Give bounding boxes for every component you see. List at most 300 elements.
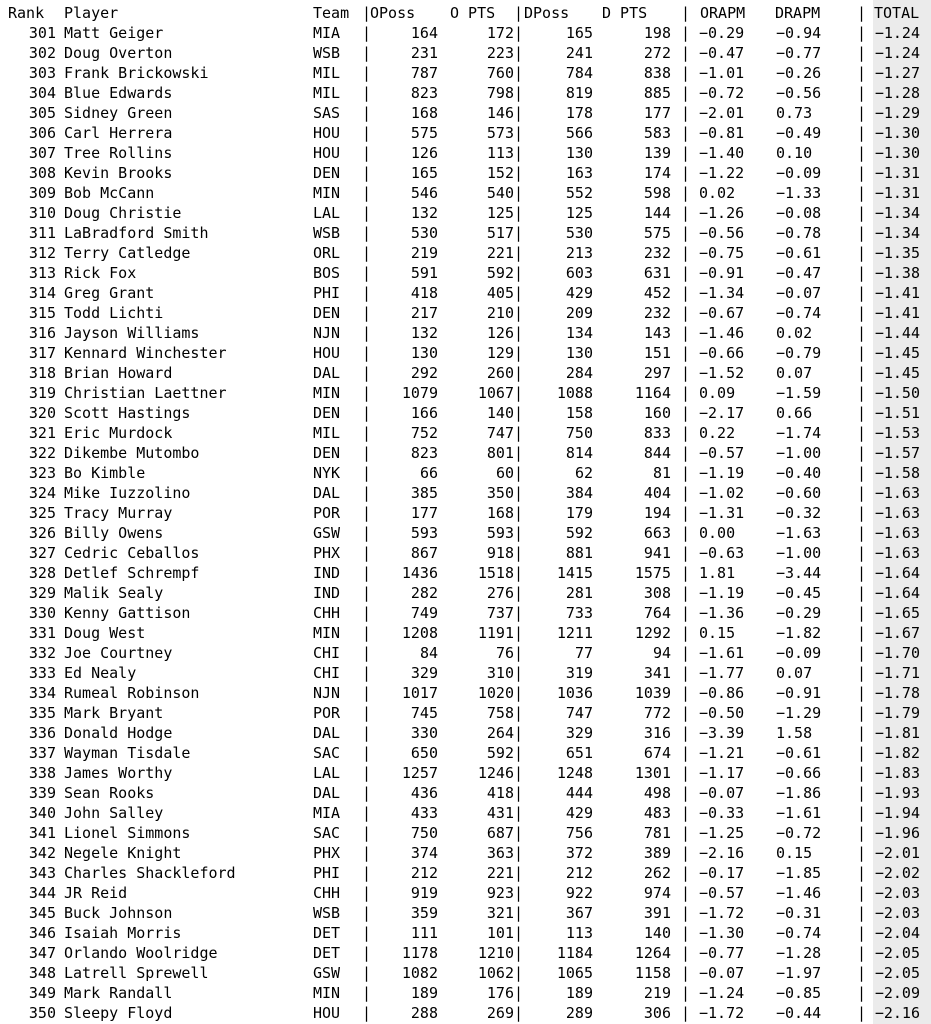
cell-total: −1.31 [874, 184, 920, 202]
cell-team: HOU [313, 344, 341, 362]
column-separator: | [514, 944, 524, 962]
column-separator: | [362, 764, 372, 782]
cell-opts: 363 [486, 844, 514, 862]
cell-orapm: −1.22 [699, 164, 745, 182]
cell-player: Kevin Brooks [64, 164, 173, 182]
column-separator: | [362, 924, 372, 942]
cell-dpts: 306 [643, 1004, 671, 1022]
header-opts: O PTS [450, 4, 496, 22]
cell-team: DAL [313, 784, 341, 802]
cell-oposs: 385 [410, 484, 438, 502]
column-separator: | [857, 44, 867, 62]
cell-opts: 76 [495, 644, 514, 662]
cell-total: −1.81 [874, 724, 920, 742]
cell-dpts: 974 [643, 884, 671, 902]
cell-total: −1.45 [874, 344, 920, 362]
cell-player: Kenny Gattison [64, 604, 191, 622]
cell-dpts: 781 [643, 824, 671, 842]
table-row [0, 903, 931, 923]
cell-rank: 333 [28, 664, 56, 682]
cell-team: DAL [313, 364, 341, 382]
cell-orapm: −1.19 [699, 464, 745, 482]
cell-dposs: 814 [565, 444, 593, 462]
header-rank: Rank [8, 4, 45, 22]
cell-oposs: 165 [410, 164, 438, 182]
cell-dposs: 158 [565, 404, 593, 422]
cell-opts: 260 [486, 364, 514, 382]
cell-team: PHI [313, 864, 341, 882]
cell-opts: 573 [486, 124, 514, 142]
column-separator: | [514, 224, 524, 242]
cell-orapm: −0.57 [699, 884, 745, 902]
column-separator: | [514, 704, 524, 722]
cell-dposs: 1184 [556, 944, 593, 962]
cell-orapm: −1.21 [699, 744, 745, 762]
column-separator: | [857, 1004, 867, 1022]
table-row [0, 723, 931, 743]
column-separator: | [362, 804, 372, 822]
column-separator: | [362, 364, 372, 382]
column-separator: | [514, 364, 524, 382]
cell-drapm: −0.29 [776, 604, 822, 622]
column-separator: | [681, 504, 691, 522]
cell-oposs: 1257 [401, 764, 438, 782]
cell-orapm: −0.56 [699, 224, 745, 242]
cell-total: −1.44 [874, 324, 920, 342]
cell-oposs: 132 [410, 204, 438, 222]
cell-player: Sean Rooks [64, 784, 155, 802]
cell-dposs: 384 [565, 484, 593, 502]
column-separator: | [681, 604, 691, 622]
cell-dposs: 319 [565, 664, 593, 682]
column-separator: | [681, 624, 691, 642]
table-row [0, 923, 931, 943]
column-separator: | [514, 344, 524, 362]
column-separator: | [514, 284, 524, 302]
cell-orapm: −1.26 [699, 204, 745, 222]
column-separator: | [857, 364, 867, 382]
column-separator: | [857, 304, 867, 322]
cell-oposs: 752 [410, 424, 438, 442]
cell-rank: 325 [28, 504, 56, 522]
cell-dposs: 530 [565, 224, 593, 242]
cell-dpts: 1292 [634, 624, 671, 642]
cell-oposs: 919 [410, 884, 438, 902]
table-row [0, 983, 931, 1003]
cell-player: James Worthy [64, 764, 173, 782]
cell-team: LAL [313, 764, 341, 782]
cell-oposs: 418 [410, 284, 438, 302]
column-separator: | [857, 864, 867, 882]
cell-team: ORL [313, 244, 341, 262]
cell-orapm: −0.57 [699, 444, 745, 462]
column-separator: | [362, 444, 372, 462]
cell-dposs: 165 [565, 24, 593, 42]
cell-drapm: −0.78 [776, 224, 822, 242]
cell-dpts: 391 [643, 904, 671, 922]
cell-team: MIL [313, 424, 341, 442]
column-separator: | [362, 244, 372, 262]
cell-rank: 308 [28, 164, 56, 182]
cell-opts: 126 [486, 324, 514, 342]
cell-orapm: 0.15 [699, 624, 736, 642]
cell-dpts: 772 [643, 704, 671, 722]
cell-dpts: 404 [643, 484, 671, 502]
cell-dpts: 297 [643, 364, 671, 382]
cell-total: −1.51 [874, 404, 920, 422]
column-separator: | [681, 284, 691, 302]
cell-opts: 760 [486, 64, 514, 82]
cell-team: WSB [313, 44, 341, 62]
cell-oposs: 329 [410, 664, 438, 682]
cell-total: −2.03 [874, 904, 920, 922]
cell-rank: 317 [28, 344, 56, 362]
cell-rank: 339 [28, 784, 56, 802]
cell-oposs: 1017 [401, 684, 438, 702]
column-separator: | [857, 944, 867, 962]
cell-dposs: 209 [565, 304, 593, 322]
cell-dposs: 367 [565, 904, 593, 922]
column-separator: | [514, 104, 524, 122]
column-separator: | [514, 544, 524, 562]
cell-dpts: 177 [643, 104, 671, 122]
column-separator: | [362, 604, 372, 622]
cell-oposs: 189 [410, 984, 438, 1002]
column-separator: | [857, 604, 867, 622]
column-separator: | [857, 684, 867, 702]
cell-dpts: 1575 [634, 564, 671, 582]
column-separator: | [514, 164, 524, 182]
cell-total: −1.24 [874, 44, 920, 62]
column-separator: | [514, 404, 524, 422]
cell-rank: 311 [28, 224, 56, 242]
cell-opts: 1067 [477, 384, 514, 402]
cell-dpts: 583 [643, 124, 671, 142]
cell-dposs: 881 [565, 544, 593, 562]
cell-total: −1.30 [874, 124, 920, 142]
cell-oposs: 126 [410, 144, 438, 162]
cell-dposs: 62 [574, 464, 593, 482]
table-row [0, 863, 931, 883]
column-separator: | [857, 904, 867, 922]
column-separator: | [857, 644, 867, 662]
column-separator: | [514, 584, 524, 602]
cell-drapm: −0.60 [776, 484, 822, 502]
cell-drapm: −0.66 [776, 764, 822, 782]
cell-oposs: 823 [410, 84, 438, 102]
cell-team: GSW [313, 964, 341, 982]
cell-rank: 322 [28, 444, 56, 462]
cell-rank: 318 [28, 364, 56, 382]
cell-team: CHH [313, 884, 341, 902]
cell-orapm: −0.17 [699, 864, 745, 882]
column-separator: | [514, 324, 524, 342]
cell-drapm: −0.09 [776, 644, 822, 662]
cell-rank: 314 [28, 284, 56, 302]
cell-oposs: 1178 [401, 944, 438, 962]
cell-drapm: −1.74 [776, 424, 822, 442]
column-separator: | [514, 184, 524, 202]
column-separator: | [514, 304, 524, 322]
cell-rank: 348 [28, 964, 56, 982]
cell-dpts: 160 [643, 404, 671, 422]
column-separator: | [514, 864, 524, 882]
cell-oposs: 111 [410, 924, 438, 942]
cell-total: −1.27 [874, 64, 920, 82]
cell-player: Todd Lichti [64, 304, 164, 322]
cell-rank: 342 [28, 844, 56, 862]
table-row [0, 763, 931, 783]
column-separator: | [681, 44, 691, 62]
cell-orapm: 0.22 [699, 424, 736, 442]
cell-player: John Salley [64, 804, 164, 822]
cell-total: −2.03 [874, 884, 920, 902]
column-separator: | [514, 444, 524, 462]
column-separator: | [857, 884, 867, 902]
cell-player: Jayson Williams [64, 324, 200, 342]
column-separator: | [681, 344, 691, 362]
table-row [0, 623, 931, 643]
table-row [0, 303, 931, 323]
cell-drapm: −1.63 [776, 524, 822, 542]
cell-total: −1.35 [874, 244, 920, 262]
cell-total: −2.09 [874, 984, 920, 1002]
cell-total: −1.63 [874, 504, 920, 522]
cell-drapm: −1.00 [776, 444, 822, 462]
cell-opts: 687 [486, 824, 514, 842]
cell-oposs: 231 [410, 44, 438, 62]
column-separator: | [681, 84, 691, 102]
column-separator: | [681, 804, 691, 822]
cell-orapm: −1.72 [699, 904, 745, 922]
cell-player: Tracy Murray [64, 504, 173, 522]
cell-player: Scott Hastings [64, 404, 191, 422]
table-row [0, 323, 931, 343]
table-row [0, 183, 931, 203]
cell-total: −1.34 [874, 224, 920, 242]
table-row [0, 163, 931, 183]
cell-opts: 1062 [477, 964, 514, 982]
column-separator: | [681, 924, 691, 942]
cell-oposs: 546 [410, 184, 438, 202]
cell-rank: 344 [28, 884, 56, 902]
cell-rank: 350 [28, 1004, 56, 1022]
column-separator: | [362, 844, 372, 862]
cell-player: Buck Johnson [64, 904, 173, 922]
cell-dpts: 674 [643, 744, 671, 762]
cell-total: −2.16 [874, 1004, 920, 1022]
cell-dposs: 213 [565, 244, 593, 262]
cell-dposs: 134 [565, 324, 593, 342]
cell-orapm: −0.67 [699, 304, 745, 322]
cell-opts: 1518 [477, 564, 514, 582]
column-separator: | [362, 644, 372, 662]
cell-drapm: −0.91 [776, 684, 822, 702]
cell-drapm: −1.86 [776, 784, 822, 802]
cell-orapm: −2.01 [699, 104, 745, 122]
cell-opts: 540 [486, 184, 514, 202]
cell-player: Negele Knight [64, 844, 182, 862]
cell-player: Donald Hodge [64, 724, 173, 742]
cell-total: −1.67 [874, 624, 920, 642]
cell-total: −1.63 [874, 544, 920, 562]
cell-dposs: 189 [565, 984, 593, 1002]
cell-rank: 349 [28, 984, 56, 1002]
cell-orapm: −1.77 [699, 664, 745, 682]
cell-player: Bob McCann [64, 184, 155, 202]
cell-orapm: −0.66 [699, 344, 745, 362]
cell-player: Rick Fox [64, 264, 137, 282]
cell-dposs: 1036 [556, 684, 593, 702]
table-row [0, 783, 931, 803]
cell-player: Charles Shackleford [64, 864, 236, 882]
cell-opts: 152 [486, 164, 514, 182]
cell-orapm: −1.72 [699, 1004, 745, 1022]
cell-player: Detlef Schrempf [64, 564, 200, 582]
table-row [0, 883, 931, 903]
cell-team: PHX [313, 844, 341, 862]
column-separator: | [857, 804, 867, 822]
cell-rank: 346 [28, 924, 56, 942]
cell-player: Christian Laettner [64, 384, 227, 402]
column-separator: | [362, 864, 372, 882]
cell-dposs: 281 [565, 584, 593, 602]
column-separator: | [857, 204, 867, 222]
column-separator: | [681, 124, 691, 142]
cell-dposs: 592 [565, 524, 593, 542]
column-separator: | [362, 584, 372, 602]
header-drapm: DRAPM [775, 4, 821, 22]
cell-orapm: −0.86 [699, 684, 745, 702]
cell-oposs: 593 [410, 524, 438, 542]
cell-drapm: −0.26 [776, 64, 822, 82]
cell-drapm: −0.79 [776, 344, 822, 362]
cell-drapm: −0.94 [776, 24, 822, 42]
cell-total: −1.82 [874, 744, 920, 762]
cell-team: DET [313, 924, 341, 942]
cell-oposs: 436 [410, 784, 438, 802]
cell-drapm: −0.32 [776, 504, 822, 522]
cell-orapm: −2.17 [699, 404, 745, 422]
column-separator: | [514, 744, 524, 762]
column-separator: | [681, 784, 691, 802]
column-separator: | [857, 484, 867, 502]
column-separator: | [681, 744, 691, 762]
cell-dpts: 764 [643, 604, 671, 622]
cell-dposs: 1248 [556, 764, 593, 782]
column-separator: | [681, 824, 691, 842]
column-separator: | [362, 704, 372, 722]
table-row [0, 463, 931, 483]
table-row [0, 583, 931, 603]
column-separator: | [514, 524, 524, 542]
cell-total: −1.53 [874, 424, 920, 442]
cell-total: −1.45 [874, 364, 920, 382]
cell-opts: 592 [486, 744, 514, 762]
table-row [0, 423, 931, 443]
cell-rank: 321 [28, 424, 56, 442]
column-separator: | [857, 544, 867, 562]
cell-player: LaBradford Smith [64, 224, 209, 242]
column-separator: | [857, 784, 867, 802]
column-separator: | [681, 484, 691, 502]
cell-team: IND [313, 584, 341, 602]
cell-total: −1.58 [874, 464, 920, 482]
column-separator: | [362, 684, 372, 702]
cell-oposs: 745 [410, 704, 438, 722]
cell-rank: 338 [28, 764, 56, 782]
cell-drapm: −0.77 [776, 44, 822, 62]
cell-orapm: 0.02 [699, 184, 736, 202]
column-separator: | [857, 324, 867, 342]
cell-orapm: −0.81 [699, 124, 745, 142]
cell-dposs: 77 [574, 644, 593, 662]
cell-drapm: −0.61 [776, 744, 822, 762]
table-row [0, 223, 931, 243]
cell-dposs: 922 [565, 884, 593, 902]
cell-oposs: 132 [410, 324, 438, 342]
table-header [0, 3, 931, 23]
column-separator: | [514, 384, 524, 402]
cell-rank: 310 [28, 204, 56, 222]
cell-opts: 798 [486, 84, 514, 102]
column-separator: | [362, 464, 372, 482]
cell-drapm: −0.56 [776, 84, 822, 102]
column-separator: | [857, 144, 867, 162]
cell-rank: 343 [28, 864, 56, 882]
cell-drapm: 1.58 [776, 724, 813, 742]
cell-opts: 221 [486, 864, 514, 882]
cell-team: DAL [313, 724, 341, 742]
column-separator: | [514, 24, 524, 42]
cell-player: Terry Catledge [64, 244, 191, 262]
column-separator: | [857, 124, 867, 142]
cell-player: Blue Edwards [64, 84, 173, 102]
table-row [0, 803, 931, 823]
cell-team: NYK [313, 464, 341, 482]
cell-drapm: −1.97 [776, 964, 822, 982]
column-separator: | [681, 724, 691, 742]
column-separator: | [681, 704, 691, 722]
cell-total: −1.41 [874, 284, 920, 302]
column-separator: | [681, 364, 691, 382]
column-separator: | [857, 744, 867, 762]
cell-oposs: 1436 [401, 564, 438, 582]
cell-dposs: 125 [565, 204, 593, 222]
cell-rank: 341 [28, 824, 56, 842]
header-separator: | [857, 4, 867, 22]
cell-oposs: 787 [410, 64, 438, 82]
column-separator: | [362, 964, 372, 982]
column-separator: | [681, 904, 691, 922]
cell-team: IND [313, 564, 341, 582]
cell-dpts: 498 [643, 784, 671, 802]
cell-total: −1.24 [874, 24, 920, 42]
column-separator: | [362, 404, 372, 422]
cell-orapm: −1.46 [699, 324, 745, 342]
cell-team: MIA [313, 804, 341, 822]
cell-team: DEN [313, 444, 341, 462]
column-separator: | [362, 724, 372, 742]
cell-team: MIN [313, 184, 341, 202]
cell-player: Carl Herrera [64, 124, 173, 142]
cell-player: Greg Grant [64, 284, 155, 302]
column-separator: | [362, 424, 372, 442]
cell-team: CHI [313, 664, 341, 682]
cell-drapm: −0.85 [776, 984, 822, 1002]
column-separator: | [857, 504, 867, 522]
column-separator: | [857, 964, 867, 982]
